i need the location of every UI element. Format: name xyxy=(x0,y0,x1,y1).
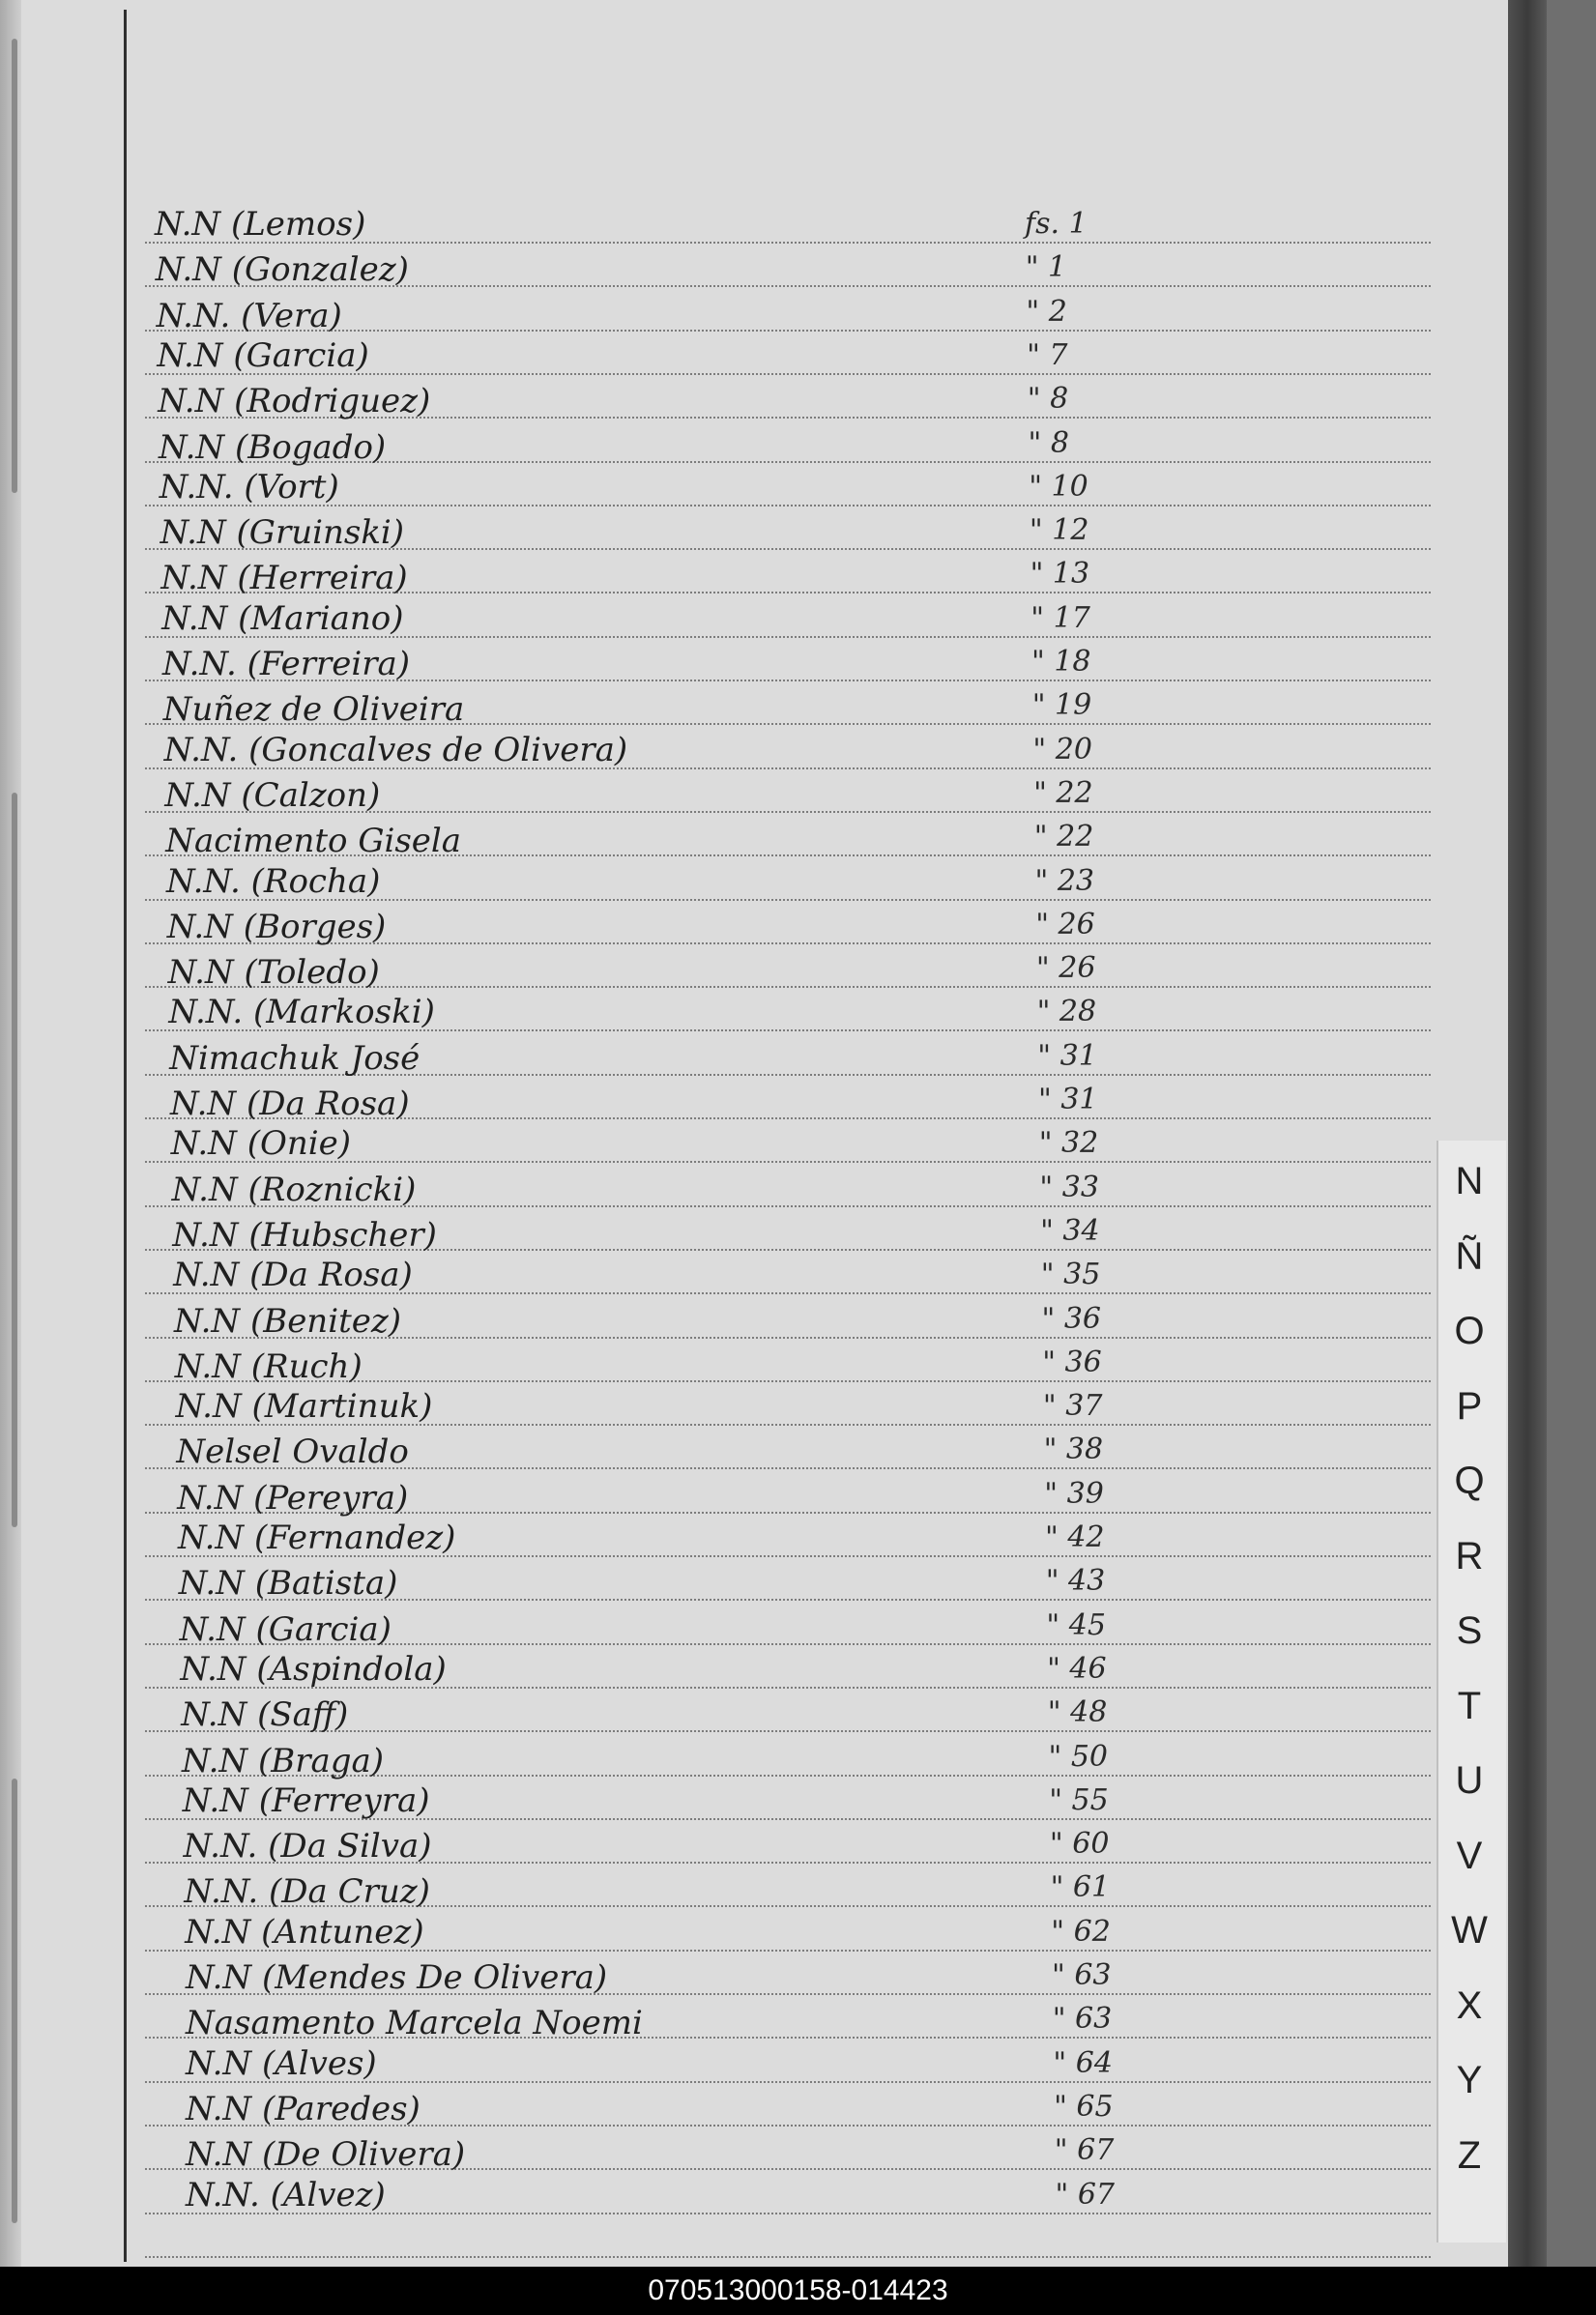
entry-name: N.N (Lemos) xyxy=(155,205,366,244)
entry-folio: " 34 xyxy=(1040,1213,1100,1248)
entry-name: N.N (Roznicki) xyxy=(171,1170,417,1209)
alphabet-tab[interactable]: Y xyxy=(1456,2059,1483,2101)
entry-folio: " 12 xyxy=(1029,513,1089,548)
entry-folio: " 17 xyxy=(1030,600,1090,635)
entry-name: N.N (Herreira) xyxy=(160,559,408,598)
entry-name: N.N (Rodriguez) xyxy=(158,382,431,421)
alphabet-tab[interactable]: Q xyxy=(1454,1460,1485,1502)
entry-name: N.N (Mariano) xyxy=(161,598,404,638)
alphabet-tab[interactable]: W xyxy=(1451,1909,1488,1952)
entry-folio: " 18 xyxy=(1031,645,1091,679)
alphabet-tab[interactable]: X xyxy=(1456,1983,1483,2027)
entry-folio: " 20 xyxy=(1032,732,1092,767)
entry-folio: " 10 xyxy=(1029,469,1088,504)
entry-name: N.N (Bogado) xyxy=(159,427,387,467)
entry-folio: " 22 xyxy=(1033,775,1093,810)
entry-folio: " 13 xyxy=(1030,557,1090,592)
entry-name: N.N (Fernandez) xyxy=(178,1519,456,1557)
entry-name: Nelsel Ovaldo xyxy=(176,1432,409,1472)
entry-folio: " 55 xyxy=(1049,1782,1109,1817)
margin-line xyxy=(124,10,127,2262)
entry-name: N.N (Hubscher) xyxy=(172,1215,437,1255)
entry-name: N.N (Gruinski) xyxy=(160,513,405,553)
entry-folio: " 48 xyxy=(1047,1695,1108,1730)
entry-folio: " 50 xyxy=(1048,1739,1109,1774)
alphabet-tab[interactable]: R xyxy=(1455,1534,1484,1577)
alphabet-tab[interactable]: P xyxy=(1456,1384,1483,1428)
entry-folio: " 1 xyxy=(1025,250,1067,285)
entry-name: N.N (Mendes De Olivera) xyxy=(186,1958,608,1997)
entry-name: N.N. (Markoski) xyxy=(168,993,435,1032)
entry-name: N.N (Da Rosa) xyxy=(170,1085,410,1123)
entry-folio: " 63 xyxy=(1052,1958,1112,1992)
entry-name: N.N (Ferreyra) xyxy=(182,1780,430,1820)
entry-name: N.N (Martinuk) xyxy=(175,1387,433,1427)
entry-name: Nimachuk José xyxy=(169,1038,421,1078)
alphabet-tab[interactable]: T xyxy=(1457,1684,1482,1727)
entry-name: Nacimento Gisela xyxy=(165,822,462,861)
entry-folio: " 37 xyxy=(1042,1389,1103,1424)
alphabet-tab[interactable]: Ñ xyxy=(1455,1234,1484,1278)
entry-folio: " 61 xyxy=(1050,1870,1111,1905)
alphabet-tab[interactable]: U xyxy=(1455,1759,1484,1802)
entry-name: N.N. (Vera) xyxy=(156,296,342,335)
entry-folio: " 67 xyxy=(1055,2177,1116,2212)
alphabet-tab[interactable]: N xyxy=(1455,1160,1484,1202)
entry-name: N.N (Onie) xyxy=(170,1124,352,1164)
ruled-line xyxy=(145,2256,1431,2258)
entry-name: N.N (De Olivera) xyxy=(186,2135,466,2175)
entry-name: N.N (Benitez) xyxy=(174,1301,402,1341)
entry-folio: " 42 xyxy=(1045,1520,1105,1554)
entry-name: N.N (Ruch) xyxy=(174,1346,363,1386)
alphabet-tab[interactable]: Z xyxy=(1457,2133,1482,2177)
entry-folio: " 32 xyxy=(1038,1126,1099,1161)
entry-folio: " 60 xyxy=(1049,1827,1110,1862)
entry-folio: " 26 xyxy=(1035,951,1096,986)
entry-folio: " 22 xyxy=(1033,820,1094,854)
binding-stitch xyxy=(12,39,17,493)
entry-name: N.N. (Goncalves de Olivera) xyxy=(163,730,628,769)
entry-name: N.N (Garcia) xyxy=(179,1609,392,1649)
entry-name: N.N (Toledo) xyxy=(167,953,380,993)
entry-name: N.N (Borges) xyxy=(166,907,387,946)
entry-folio: " 43 xyxy=(1045,1564,1106,1599)
footer-id: 070513000158-014423 xyxy=(0,2267,1596,2315)
entry-name: N.N. (Da Cruz) xyxy=(184,1872,430,1912)
entry-folio: " 64 xyxy=(1053,2045,1113,2080)
entry-name: N.N (Saff) xyxy=(181,1695,349,1735)
alphabet-tab[interactable]: S xyxy=(1456,1609,1483,1652)
entry-folio: " 23 xyxy=(1034,863,1095,898)
entry-name: Nasamento Marcela Noemi xyxy=(186,2004,643,2043)
entry-name: N.N (Aspindola) xyxy=(180,1649,447,1689)
entry-name: Nuñez de Oliveira xyxy=(162,690,465,730)
entry-name: N.N. (Alvez) xyxy=(186,2175,386,2214)
entry-folio: " 2 xyxy=(1026,294,1067,329)
entry-folio: " 26 xyxy=(1035,907,1095,941)
entry-folio: " 45 xyxy=(1046,1607,1106,1642)
binding-stitch xyxy=(12,1779,17,2223)
entry-name: N.N (Gonzalez) xyxy=(155,250,409,290)
alphabet-tab[interactable]: O xyxy=(1454,1310,1485,1352)
entry-folio: " 38 xyxy=(1043,1432,1104,1467)
entry-name: N.N (Antunez) xyxy=(185,1912,424,1952)
binding-stitch xyxy=(12,793,17,1527)
entry-name: N.N (Da Rosa) xyxy=(173,1256,413,1295)
entry-name: N.N. (Ferreira) xyxy=(162,645,410,683)
entry-folio: " 62 xyxy=(1051,1914,1111,1949)
entry-folio: " 39 xyxy=(1044,1476,1104,1511)
book-cover-edge xyxy=(1508,0,1547,2267)
entry-folio: " 36 xyxy=(1041,1301,1102,1336)
entry-folio: " 8 xyxy=(1028,425,1069,460)
entry-folio: " 35 xyxy=(1040,1258,1101,1292)
entry-folio: " 65 xyxy=(1054,2089,1114,2124)
entry-name: N.N (Braga) xyxy=(182,1741,385,1780)
entry-folio: " 46 xyxy=(1047,1651,1107,1686)
entry-folio: " 28 xyxy=(1036,995,1097,1029)
entry-folio: fs. 1 xyxy=(1025,207,1088,241)
entry-name: N.N. (Vort) xyxy=(159,467,339,506)
entry-folio: " 19 xyxy=(1031,688,1092,723)
entry-folio: " 63 xyxy=(1052,2002,1113,2037)
entry-name: N.N (Paredes) xyxy=(186,2089,421,2128)
entry-name: N.N. (Rocha) xyxy=(166,861,381,901)
alphabet-tab[interactable]: V xyxy=(1456,1834,1483,1877)
entry-folio: " 7 xyxy=(1027,337,1068,372)
entry-folio: " 31 xyxy=(1037,1038,1097,1073)
entry-name: N.N (Batista) xyxy=(178,1564,398,1604)
entry-name: N.N (Alves) xyxy=(186,2043,377,2083)
entry-folio: " 36 xyxy=(1042,1345,1102,1379)
entry-folio: " 31 xyxy=(1038,1083,1098,1116)
entry-name: N.N (Garcia) xyxy=(157,335,369,375)
binding-spine xyxy=(0,0,21,2267)
entry-folio: " 8 xyxy=(1027,382,1069,417)
entry-name: N.N. (Da Silva) xyxy=(183,1827,432,1866)
entry-name: N.N (Calzon) xyxy=(164,775,381,815)
entry-name: N.N (Pereyra) xyxy=(177,1478,409,1518)
entry-folio: " 67 xyxy=(1054,2133,1115,2168)
entry-folio: " 33 xyxy=(1039,1170,1099,1204)
